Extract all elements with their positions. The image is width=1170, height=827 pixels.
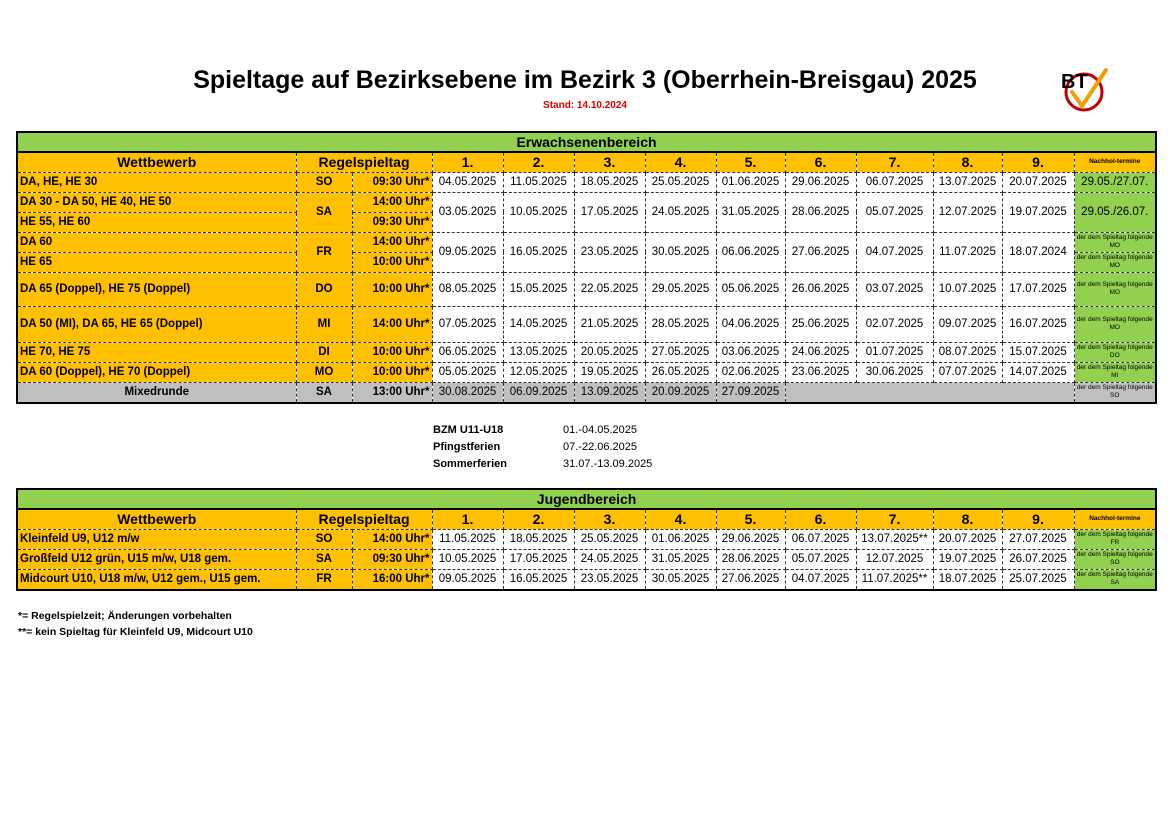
- match-date: 29.06.2025: [785, 172, 856, 192]
- header-round-3: 3.: [574, 509, 645, 529]
- table-row: [17, 529, 1156, 549]
- match-date: 07.05.2025: [432, 306, 503, 342]
- info-row: [433, 441, 652, 458]
- weekday: SA: [296, 192, 352, 232]
- match-date: 23.06.2025: [785, 362, 856, 382]
- weekday: DI: [296, 342, 352, 362]
- info-row: [433, 458, 652, 475]
- competition-name: Mixedrunde: [17, 382, 296, 403]
- makeup-date: 29.05./27.07.: [1074, 172, 1156, 192]
- match-date: 20.09.2025: [645, 382, 716, 403]
- match-date: 29.05.2025: [645, 272, 716, 306]
- match-date: 28.05.2025: [645, 306, 716, 342]
- header-round-1: 1.: [432, 152, 503, 172]
- svg-text:BT: BT: [1061, 71, 1088, 93]
- start-time: 14:00 Uhr*: [352, 306, 432, 342]
- makeup-note: der dem Spieltag folgende SO: [1074, 549, 1156, 569]
- bt-logo: [1058, 64, 1112, 112]
- header-regelspieltag: Regelspieltag: [296, 509, 432, 529]
- makeup-note: der dem Spieltag folgende SO: [1074, 382, 1156, 403]
- match-date: 17.07.2025: [1002, 272, 1074, 306]
- match-date: 25.05.2025: [645, 172, 716, 192]
- table-row: [17, 306, 1156, 342]
- match-date: 05.06.2025: [716, 272, 785, 306]
- youth-schedule-table: [16, 488, 1157, 591]
- match-date: 15.05.2025: [503, 272, 574, 306]
- match-date: 19.07.2025: [1002, 192, 1074, 232]
- header-round-1: 1.: [432, 509, 503, 529]
- match-date: 30.08.2025: [432, 382, 503, 403]
- header-round-6: 6.: [785, 509, 856, 529]
- match-date: 06.07.2025: [785, 529, 856, 549]
- match-date: 24.06.2025: [785, 342, 856, 362]
- start-time: 14:00 Uhr*: [352, 529, 432, 549]
- header-round-9: 9.: [1002, 509, 1074, 529]
- match-date: 03.05.2025: [432, 192, 503, 232]
- weekday: SO: [296, 529, 352, 549]
- match-date: 02.06.2025: [716, 362, 785, 382]
- match-date: 23.05.2025: [574, 232, 645, 272]
- competition-name: DA, HE, HE 30: [17, 172, 296, 192]
- start-time: 10:00 Uhr*: [352, 362, 432, 382]
- competition-name: DA 50 (MI), DA 65, HE 65 (Doppel): [17, 306, 296, 342]
- match-date: 20.07.2025: [933, 529, 1002, 549]
- weekday: SA: [296, 382, 352, 403]
- table-row: [17, 569, 1156, 590]
- header-wettbewerb: Wettbewerb: [17, 509, 296, 529]
- competition-name: HE 55, HE 60: [17, 212, 296, 232]
- header-round-6: 6.: [785, 152, 856, 172]
- header-regelspieltag: Regelspieltag: [296, 152, 432, 172]
- weekday: FR: [296, 569, 352, 590]
- competition-name: DA 60 (Doppel), HE 70 (Doppel): [17, 362, 296, 382]
- match-date: 01.06.2025: [716, 172, 785, 192]
- match-date: 11.05.2025: [503, 172, 574, 192]
- match-date: 27.09.2025: [716, 382, 785, 403]
- match-date: 12.05.2025: [503, 362, 574, 382]
- match-date: 25.05.2025: [574, 529, 645, 549]
- start-time: 10:00 Uhr*: [352, 252, 432, 272]
- match-date: 17.05.2025: [574, 192, 645, 232]
- header-round-7: 7.: [856, 152, 933, 172]
- weekday: MI: [296, 306, 352, 342]
- match-date: 13.07.2025: [933, 172, 1002, 192]
- competition-name: HE 65: [17, 252, 296, 272]
- match-date: 22.05.2025: [574, 272, 645, 306]
- match-date: 09.07.2025: [933, 306, 1002, 342]
- match-date: 27.07.2025: [1002, 529, 1074, 549]
- match-date: 10.05.2025: [432, 549, 503, 569]
- match-date: 04.07.2025: [856, 232, 933, 272]
- match-date: 12.07.2025: [856, 549, 933, 569]
- stand-date: Stand: 14.10.2024: [543, 100, 627, 111]
- page-title: Spieltage auf Bezirksebene im Bezirk 3 (Oberrhein-Breisgau) 2025: [193, 66, 977, 94]
- match-date: 02.07.2025: [856, 306, 933, 342]
- footnotes: [18, 610, 253, 642]
- competition-name: Kleinfeld U9, U12 m/w: [17, 529, 296, 549]
- weekday: SO: [296, 172, 352, 192]
- table-row: [17, 549, 1156, 569]
- match-date: 18.07.2025: [933, 569, 1002, 590]
- info-value: 01.-04.05.2025: [563, 424, 638, 436]
- match-date: 06.06.2025: [716, 232, 785, 272]
- match-date: 14.05.2025: [503, 306, 574, 342]
- match-date: 23.05.2025: [574, 569, 645, 590]
- match-date: 20.05.2025: [574, 342, 645, 362]
- table-row: [17, 342, 1156, 362]
- start-time: 09:30 Uhr*: [352, 549, 432, 569]
- table-row: [17, 272, 1156, 306]
- match-date: 25.06.2025: [785, 306, 856, 342]
- makeup-note: der dem Spieltag folgende DO: [1074, 342, 1156, 362]
- match-date: 26.05.2025: [645, 362, 716, 382]
- match-date: 25.07.2025: [1002, 569, 1074, 590]
- match-date: 26.06.2025: [785, 272, 856, 306]
- header-round-4: 4.: [645, 509, 716, 529]
- match-date: 12.07.2025: [933, 192, 1002, 232]
- match-date: 04.05.2025: [432, 172, 503, 192]
- info-row: [433, 424, 652, 441]
- match-date: 16.07.2025: [1002, 306, 1074, 342]
- match-date: 13.07.2025**: [856, 529, 933, 549]
- table-row: [17, 172, 1156, 192]
- table-row: [17, 382, 1156, 403]
- info-value: 07.-22.06.2025: [563, 441, 638, 453]
- match-date: 01.06.2025: [645, 529, 716, 549]
- weekday: DO: [296, 272, 352, 306]
- match-date: 10.07.2025: [933, 272, 1002, 306]
- weekday: SA: [296, 549, 352, 569]
- start-time: 14:00 Uhr*: [352, 232, 432, 252]
- header-round-5: 5.: [716, 152, 785, 172]
- footnote: **= kein Spieltag für Kleinfeld U9, Midcourt U10: [18, 626, 253, 638]
- competition-name: HE 70, HE 75: [17, 342, 296, 362]
- match-date: 29.06.2025: [716, 529, 785, 549]
- match-date: 06.07.2025: [856, 172, 933, 192]
- match-date: 01.07.2025: [856, 342, 933, 362]
- match-date: 15.07.2025: [1002, 342, 1074, 362]
- info-label: Pfingstferien: [433, 441, 501, 453]
- match-date: 03.06.2025: [716, 342, 785, 362]
- match-date: 28.06.2025: [785, 192, 856, 232]
- match-date: 21.05.2025: [574, 306, 645, 342]
- makeup-note: der dem Spieltag folgende MO: [1074, 252, 1156, 272]
- match-date: 04.07.2025: [785, 569, 856, 590]
- holiday-info: [433, 424, 652, 475]
- header-round-2: 2.: [503, 152, 574, 172]
- match-date: 24.05.2025: [574, 549, 645, 569]
- match-date: 13.09.2025: [574, 382, 645, 403]
- match-date: 08.05.2025: [432, 272, 503, 306]
- match-date: 16.05.2025: [503, 569, 574, 590]
- header-round-4: 4.: [645, 152, 716, 172]
- info-label: BZM U11-U18: [433, 424, 504, 436]
- adult-schedule-table: [16, 131, 1157, 404]
- header-round-9: 9.: [1002, 152, 1074, 172]
- header-round-5: 5.: [716, 509, 785, 529]
- match-date: 08.07.2025: [933, 342, 1002, 362]
- makeup-note: der dem Spieltag folgende FR: [1074, 529, 1156, 549]
- header-round-3: 3.: [574, 152, 645, 172]
- match-date: 05.07.2025: [856, 192, 933, 232]
- start-time: 09:30 Uhr*: [352, 212, 432, 232]
- match-date: 24.05.2025: [645, 192, 716, 232]
- start-time: 09:30 Uhr*: [352, 172, 432, 192]
- match-date: 03.07.2025: [856, 272, 933, 306]
- header-round-8: 8.: [933, 152, 1002, 172]
- match-date: 06.09.2025: [503, 382, 574, 403]
- empty-cell: [785, 382, 1074, 403]
- makeup-note: der dem Spieltag folgende MO: [1074, 232, 1156, 252]
- header-round-2: 2.: [503, 509, 574, 529]
- makeup-date: 29.05./26.07.: [1074, 192, 1156, 232]
- info-value: 31.07.-13.09.2025: [563, 458, 653, 470]
- competition-name: DA 30 - DA 50, HE 40, HE 50: [17, 192, 296, 212]
- header-nachhol: Nachhol-termine: [1074, 509, 1156, 529]
- start-time: 16:00 Uhr*: [352, 569, 432, 590]
- match-date: 27.06.2025: [716, 569, 785, 590]
- makeup-note: der dem Spieltag folgende MI: [1074, 362, 1156, 382]
- table-row: [17, 362, 1156, 382]
- start-time: 14:00 Uhr*: [352, 192, 432, 212]
- table-row: [17, 192, 1156, 212]
- match-date: 16.05.2025: [503, 232, 574, 272]
- match-date: 18.07.2024: [1002, 232, 1074, 272]
- makeup-note: der dem Spieltag folgende SA: [1074, 569, 1156, 590]
- header-round-8: 8.: [933, 509, 1002, 529]
- match-date: 11.07.2025: [933, 232, 1002, 272]
- competition-name: Midcourt U10, U18 m/w, U12 gem., U15 gem.: [17, 569, 296, 590]
- section-jugendbereich: Jugendbereich: [17, 489, 1156, 509]
- match-date: 20.07.2025: [1002, 172, 1074, 192]
- match-date: 19.05.2025: [574, 362, 645, 382]
- match-date: 26.07.2025: [1002, 549, 1074, 569]
- match-date: 05.07.2025: [785, 549, 856, 569]
- match-date: 30.05.2025: [645, 569, 716, 590]
- header-round-7: 7.: [856, 509, 933, 529]
- weekday: FR: [296, 232, 352, 272]
- start-time: 10:00 Uhr*: [352, 272, 432, 306]
- start-time: 13:00 Uhr*: [352, 382, 432, 403]
- match-date: 11.07.2025**: [856, 569, 933, 590]
- match-date: 28.06.2025: [716, 549, 785, 569]
- info-label: Sommerferien: [433, 458, 507, 470]
- match-date: 14.07.2025: [1002, 362, 1074, 382]
- match-date: 10.05.2025: [503, 192, 574, 232]
- match-date: 27.05.2025: [645, 342, 716, 362]
- match-date: 11.05.2025: [432, 529, 503, 549]
- match-date: 30.05.2025: [645, 232, 716, 272]
- match-date: 27.06.2025: [785, 232, 856, 272]
- match-date: 04.06.2025: [716, 306, 785, 342]
- match-date: 05.05.2025: [432, 362, 503, 382]
- weekday: MO: [296, 362, 352, 382]
- match-date: 31.05.2025: [716, 192, 785, 232]
- match-date: 30.06.2025: [856, 362, 933, 382]
- match-date: 18.05.2025: [574, 172, 645, 192]
- match-date: 19.07.2025: [933, 549, 1002, 569]
- section-erwachsenenbereich: Erwachsenenbereich: [17, 132, 1156, 152]
- match-date: 31.05.2025: [645, 549, 716, 569]
- match-date: 13.05.2025: [503, 342, 574, 362]
- match-date: 06.05.2025: [432, 342, 503, 362]
- start-time: 10:00 Uhr*: [352, 342, 432, 362]
- match-date: 18.05.2025: [503, 529, 574, 549]
- match-date: 17.05.2025: [503, 549, 574, 569]
- competition-name: DA 65 (Doppel), HE 75 (Doppel): [17, 272, 296, 306]
- competition-name: Großfeld U12 grün, U15 m/w, U18 gem.: [17, 549, 296, 569]
- header-nachhol: Nachhol-termine: [1074, 152, 1156, 172]
- table-row: [17, 232, 1156, 252]
- makeup-note: der dem Spieltag folgende MO: [1074, 306, 1156, 342]
- match-date: 07.07.2025: [933, 362, 1002, 382]
- match-date: 09.05.2025: [432, 569, 503, 590]
- competition-name: DA 60: [17, 232, 296, 252]
- makeup-note: der dem Spieltag folgende MO: [1074, 272, 1156, 306]
- match-date: 09.05.2025: [432, 232, 503, 272]
- header-wettbewerb: Wettbewerb: [17, 152, 296, 172]
- footnote: *= Regelspielzeit; Änderungen vorbehalten: [18, 610, 232, 622]
